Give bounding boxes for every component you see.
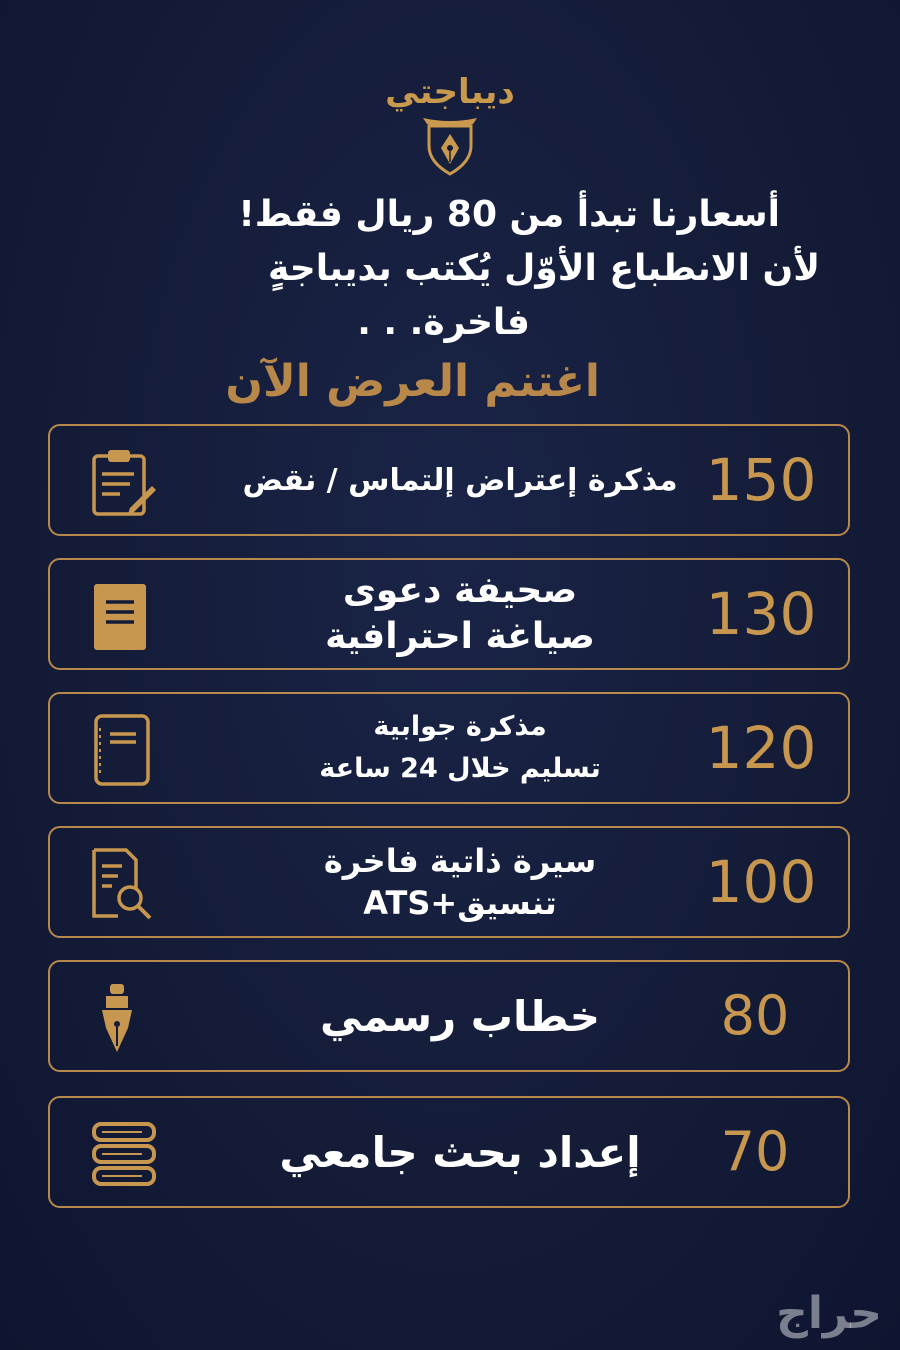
- brand-logo: [355, 70, 545, 175]
- service-price: 70: [720, 1120, 790, 1183]
- service-title-line-1: سيرة ذاتية فاخرة: [323, 842, 597, 880]
- service-card[interactable]: [48, 424, 850, 536]
- service-price: 120: [705, 714, 817, 782]
- watermark: حراج: [776, 1288, 882, 1339]
- fountain-pen-icon: [80, 982, 152, 1054]
- service-title: [210, 694, 710, 802]
- service-title-line-1: إعداد بحث جامعي: [279, 1127, 641, 1177]
- headline-line-3: فاخرة. . .: [357, 302, 530, 343]
- service-title-line-2: تنسيق+ATS: [363, 884, 557, 922]
- service-title-line-1: مذكرة إعتراض إلتماس / نقض: [242, 462, 678, 498]
- service-card[interactable]: [48, 960, 850, 1072]
- offer-heading: اغتنم العرض الآن: [225, 356, 600, 407]
- service-title-line-2: صياغة احترافية: [325, 616, 595, 657]
- service-card[interactable]: [48, 692, 850, 804]
- brand-name: ديباجتي: [385, 72, 515, 112]
- notebook-icon: [86, 714, 158, 786]
- service-title-line-1: مذكرة جوابية: [373, 711, 547, 742]
- service-card[interactable]: [48, 1096, 850, 1208]
- service-title-line-2: تسليم خلال 24 ساعة: [319, 753, 601, 784]
- service-title: [210, 962, 710, 1070]
- service-title: [210, 560, 710, 668]
- service-title: [210, 1098, 710, 1206]
- document-search-icon: [86, 848, 158, 920]
- service-card[interactable]: [48, 826, 850, 938]
- service-price: 150: [705, 446, 817, 514]
- document-icon: [86, 580, 158, 652]
- service-title: [210, 426, 710, 534]
- service-price: 100: [705, 848, 817, 916]
- pen-nib-emblem-icon: [415, 114, 485, 176]
- service-price: 80: [720, 984, 790, 1047]
- clipboard-icon: [86, 446, 158, 518]
- headline-line-1: أسعارنا تبدأ من 80 ريال فقط!: [238, 194, 780, 235]
- headline: [60, 188, 820, 350]
- service-card[interactable]: [48, 558, 850, 670]
- books-icon: [86, 1118, 162, 1190]
- service-title: [210, 828, 710, 936]
- service-title-line-1: صحيفة دعوى: [342, 570, 578, 611]
- service-price: 130: [705, 580, 817, 648]
- service-title-line-1: خطاب رسمي: [320, 991, 600, 1041]
- headline-line-2: لأن الانطباع الأوّل يُكتب بديباجةٍ: [267, 248, 820, 289]
